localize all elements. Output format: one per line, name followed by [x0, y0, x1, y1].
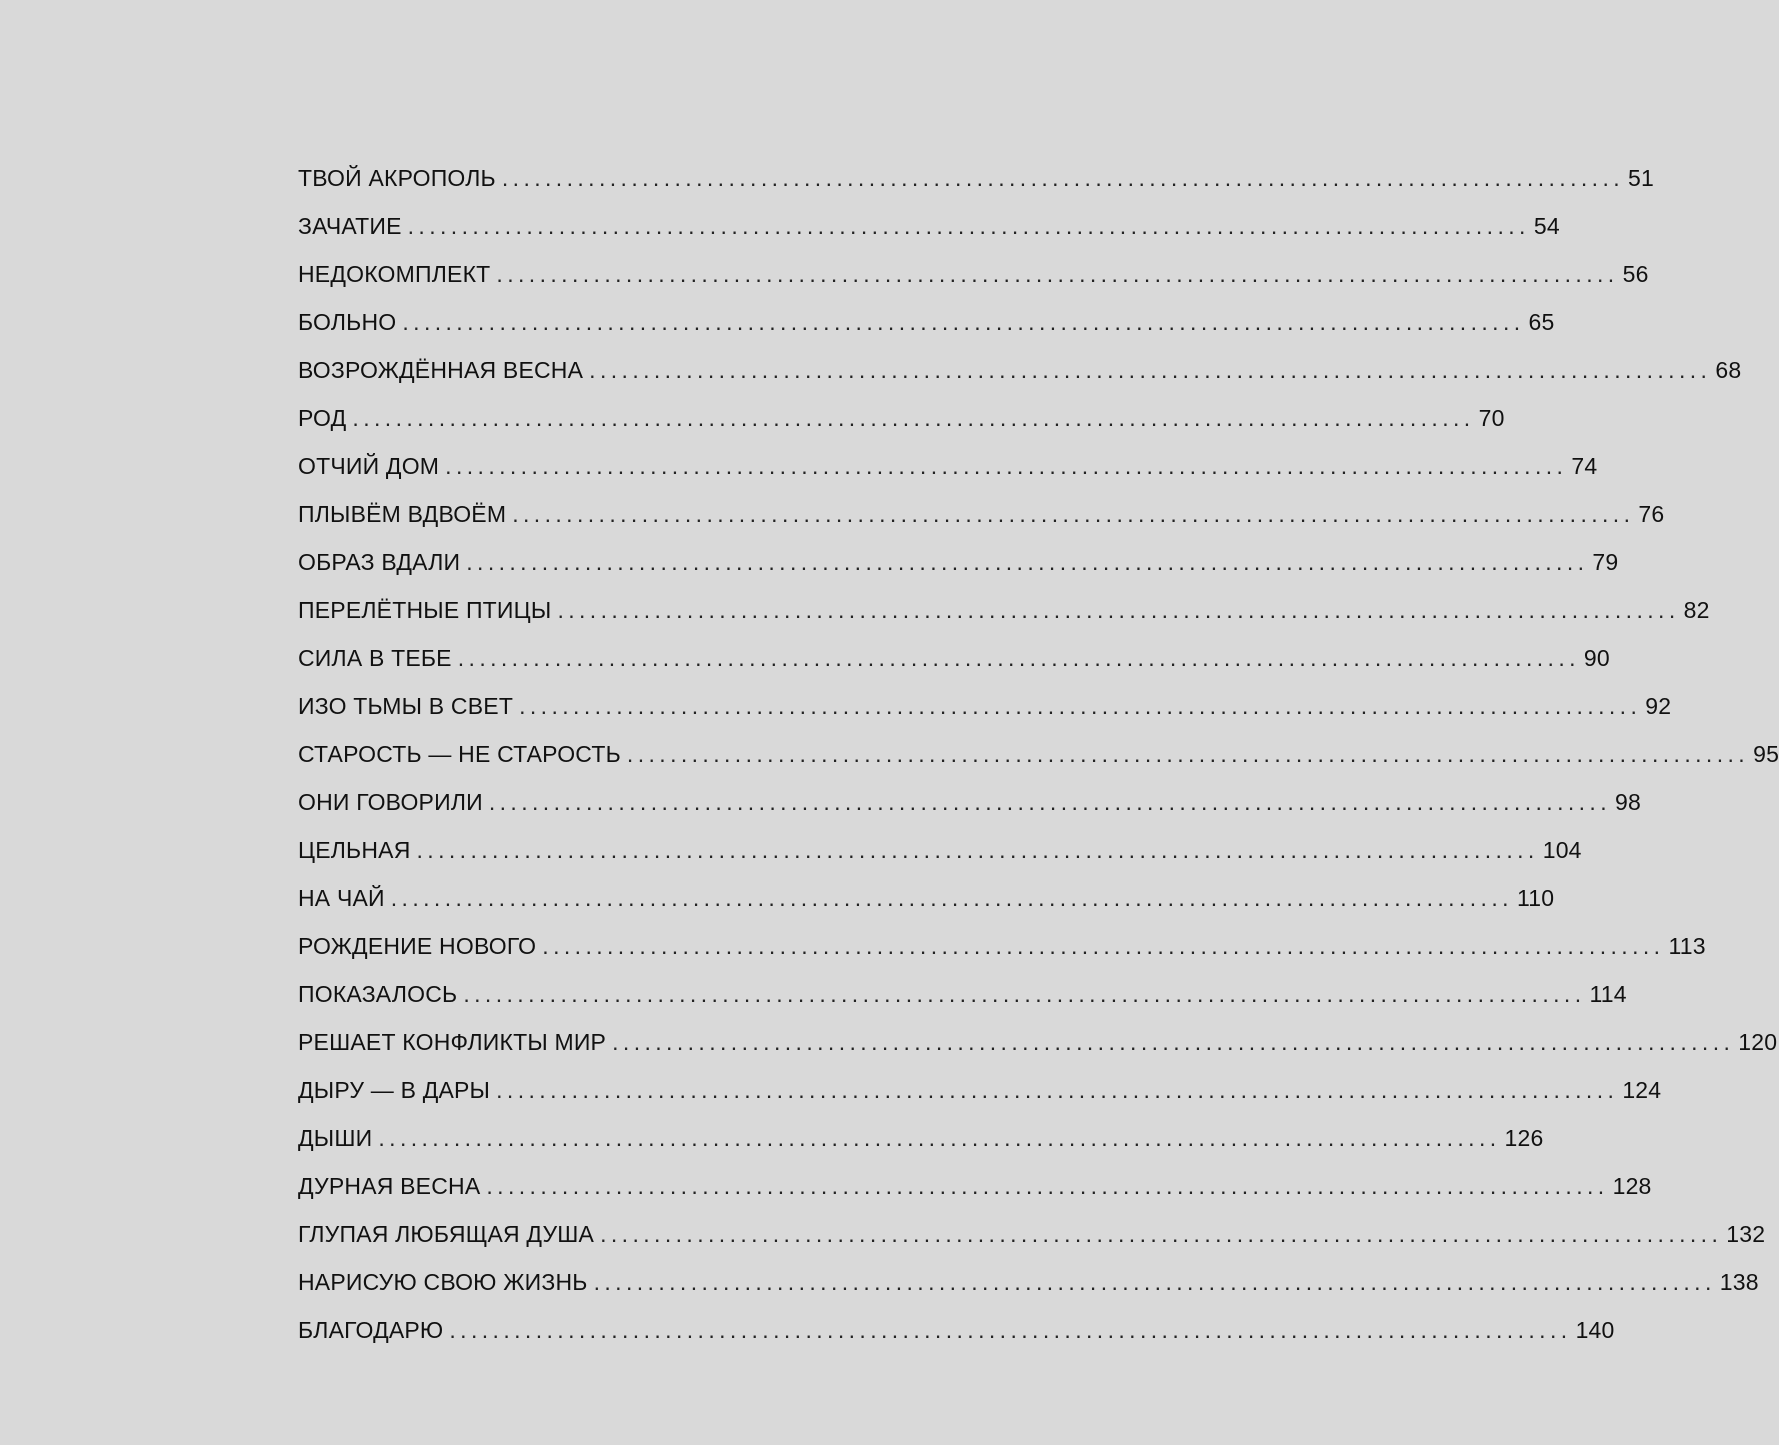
- toc-dot-leader: ........................................................................................................: [600, 1221, 1723, 1247]
- toc-dot-leader: ........................................................................................................: [496, 1077, 1619, 1103]
- toc-entry-title: ГЛУПАЯ ЛЮБЯЩАЯ ДУША: [298, 1221, 595, 1247]
- toc-entry: [298, 1114, 1544, 1162]
- toc-entry-title: ПОКАЗАЛОСЬ: [298, 981, 458, 1007]
- toc-entry: [298, 682, 1672, 730]
- toc-dot-leader: ........................................................................................................: [589, 357, 1712, 383]
- toc-entry-title: ВОЗРОЖДЁННАЯ ВЕСНА: [298, 357, 584, 383]
- toc-dot-leader: ........................................................................................................: [463, 981, 1586, 1007]
- toc-dot-leader: ........................................................................................................: [466, 549, 1589, 575]
- toc-dot-leader: ........................................................................................................: [501, 165, 1625, 191]
- toc-entry: [298, 730, 1779, 778]
- toc-entry-page-number: 124: [1622, 1077, 1662, 1103]
- toc-entry-page-number: 65: [1528, 309, 1555, 335]
- toc-entry-page-number: 90: [1583, 645, 1610, 671]
- toc-entry-title: ИЗО ТЬМЫ В СВЕТ: [298, 693, 514, 719]
- toc-entry-title: РОД: [298, 405, 347, 431]
- toc-entry-title: НА ЧАЙ: [298, 885, 385, 911]
- toc-entry: [298, 1210, 1766, 1258]
- toc-entry-title: СИЛА В ТЕБЕ: [298, 645, 452, 671]
- toc-entry-title: ОНИ ГОВОРИЛИ: [298, 789, 483, 815]
- toc-entry: [298, 778, 1642, 826]
- toc-entry-title: ПЕРЕЛЁТНЫЕ ПТИЦЫ: [298, 597, 552, 623]
- toc-dot-leader: ........................................................................................................: [593, 1269, 1716, 1295]
- toc-entry-title: ЗАЧАТИЕ: [298, 213, 402, 239]
- toc-entry-page-number: 70: [1478, 405, 1505, 431]
- toc-dot-leader: ........................................................................................................: [378, 1125, 1501, 1151]
- toc-entry-page-number: 92: [1645, 693, 1672, 719]
- toc-entry: [298, 538, 1619, 586]
- toc-entry: [298, 586, 1710, 634]
- toc-entry-title: ОТЧИЙ ДОМ: [298, 453, 440, 479]
- toc-dot-leader: ........................................................................................................: [390, 885, 1513, 911]
- toc-dot-leader: ........................................................................................................: [407, 213, 1530, 239]
- toc-entry: [298, 922, 1706, 970]
- toc-entry-title: БЛАГОДАРЮ: [298, 1317, 444, 1343]
- toc-entry: [298, 346, 1742, 394]
- toc-entry-page-number: 82: [1683, 597, 1710, 623]
- toc-dot-leader: ........................................................................................................: [352, 405, 1475, 431]
- table-of-contents: [298, 154, 1779, 1354]
- toc-entry-page-number: 56: [1622, 261, 1649, 287]
- toc-dot-leader: ........................................................................................................: [512, 501, 1635, 527]
- toc-entry: [298, 154, 1655, 202]
- toc-entry-title: БОЛЬНО: [298, 309, 397, 335]
- toc-entry: [298, 634, 1610, 682]
- toc-entry-page-number: 95: [1753, 741, 1779, 767]
- toc-dot-leader: ........................................................................................................: [612, 1029, 1735, 1055]
- toc-entry: [298, 250, 1649, 298]
- toc-entry-title: ЦЕЛЬНАЯ: [298, 837, 411, 863]
- toc-entry-title: РОЖДЕНИЕ НОВОГО: [298, 933, 537, 959]
- toc-dot-leader: ........................................................................................................: [519, 693, 1642, 719]
- toc-entry-page-number: 114: [1589, 981, 1627, 1007]
- toc-entry-title: ДЫРУ — В ДАРЫ: [298, 1077, 491, 1103]
- toc-entry-title: ДЫШИ: [298, 1125, 373, 1151]
- toc-entry-page-number: 68: [1715, 357, 1742, 383]
- toc-entry-page-number: 132: [1726, 1221, 1766, 1247]
- toc-entry: [298, 1018, 1778, 1066]
- toc-dot-leader: ........................................................................................................: [488, 789, 1612, 815]
- toc-entry-page-number: 138: [1719, 1269, 1759, 1295]
- toc-entry-page-number: 110: [1516, 885, 1555, 911]
- toc-entry-title: ОБРАЗ ВДАЛИ: [298, 549, 461, 575]
- toc-entry-page-number: 120: [1738, 1029, 1778, 1055]
- toc-dot-leader: ........................................................................................................: [542, 933, 1665, 959]
- toc-entry-page-number: 51: [1628, 165, 1655, 191]
- toc-entry: [298, 442, 1598, 490]
- toc-dot-leader: ........................................................................................................: [486, 1173, 1609, 1199]
- toc-dot-leader: ........................................................................................................: [445, 453, 1568, 479]
- toc-entry: [298, 490, 1665, 538]
- toc-entry: [298, 874, 1555, 922]
- toc-dot-leader: ........................................................................................................: [449, 1317, 1572, 1343]
- toc-entry: [298, 202, 1560, 250]
- toc-entry-page-number: 140: [1575, 1317, 1615, 1343]
- toc-entry-page-number: 74: [1571, 453, 1598, 479]
- toc-entry-page-number: 128: [1612, 1173, 1652, 1199]
- toc-entry-title: ДУРНАЯ ВЕСНА: [298, 1173, 481, 1199]
- toc-entry-title: ТВОЙ АКРОПОЛЬ: [298, 165, 496, 191]
- toc-entry: [298, 1066, 1662, 1114]
- toc-dot-leader: ........................................................................................................: [496, 261, 1619, 287]
- toc-entry-page-number: 113: [1668, 933, 1706, 959]
- toc-dot-leader: ........................................................................................................: [626, 741, 1750, 767]
- toc-entry: [298, 826, 1582, 874]
- toc-dot-leader: ........................................................................................................: [457, 645, 1580, 671]
- toc-dot-leader: ........................................................................................................: [402, 309, 1525, 335]
- toc-entry-title: НЕДОКОМПЛЕКТ: [298, 261, 491, 287]
- toc-entry-page-number: 104: [1542, 837, 1582, 863]
- toc-entry-title: РЕШАЕТ КОНФЛИКТЫ МИР: [298, 1029, 607, 1055]
- toc-dot-leader: ........................................................................................................: [416, 837, 1539, 863]
- toc-entry-title: НАРИСУЮ СВОЮ ЖИЗНЬ: [298, 1269, 588, 1295]
- toc-entry: [298, 1162, 1652, 1210]
- toc-entry-title: СТАРОСТЬ — НЕ СТАРОСТЬ: [298, 741, 621, 767]
- toc-entry-page-number: 54: [1533, 213, 1560, 239]
- toc-entry-page-number: 126: [1504, 1125, 1544, 1151]
- toc-entry: [298, 1258, 1759, 1306]
- toc-entry-page-number: 76: [1638, 501, 1665, 527]
- toc-entry: [298, 1306, 1615, 1354]
- toc-entry-title: ПЛЫВЁМ ВДВОЁМ: [298, 501, 507, 527]
- toc-entry-page-number: 79: [1592, 549, 1619, 575]
- toc-dot-leader: ........................................................................................................: [557, 597, 1680, 623]
- toc-entry: [298, 394, 1505, 442]
- toc-entry: [298, 298, 1555, 346]
- toc-entry: [298, 970, 1627, 1018]
- toc-entry-page-number: 98: [1615, 789, 1642, 815]
